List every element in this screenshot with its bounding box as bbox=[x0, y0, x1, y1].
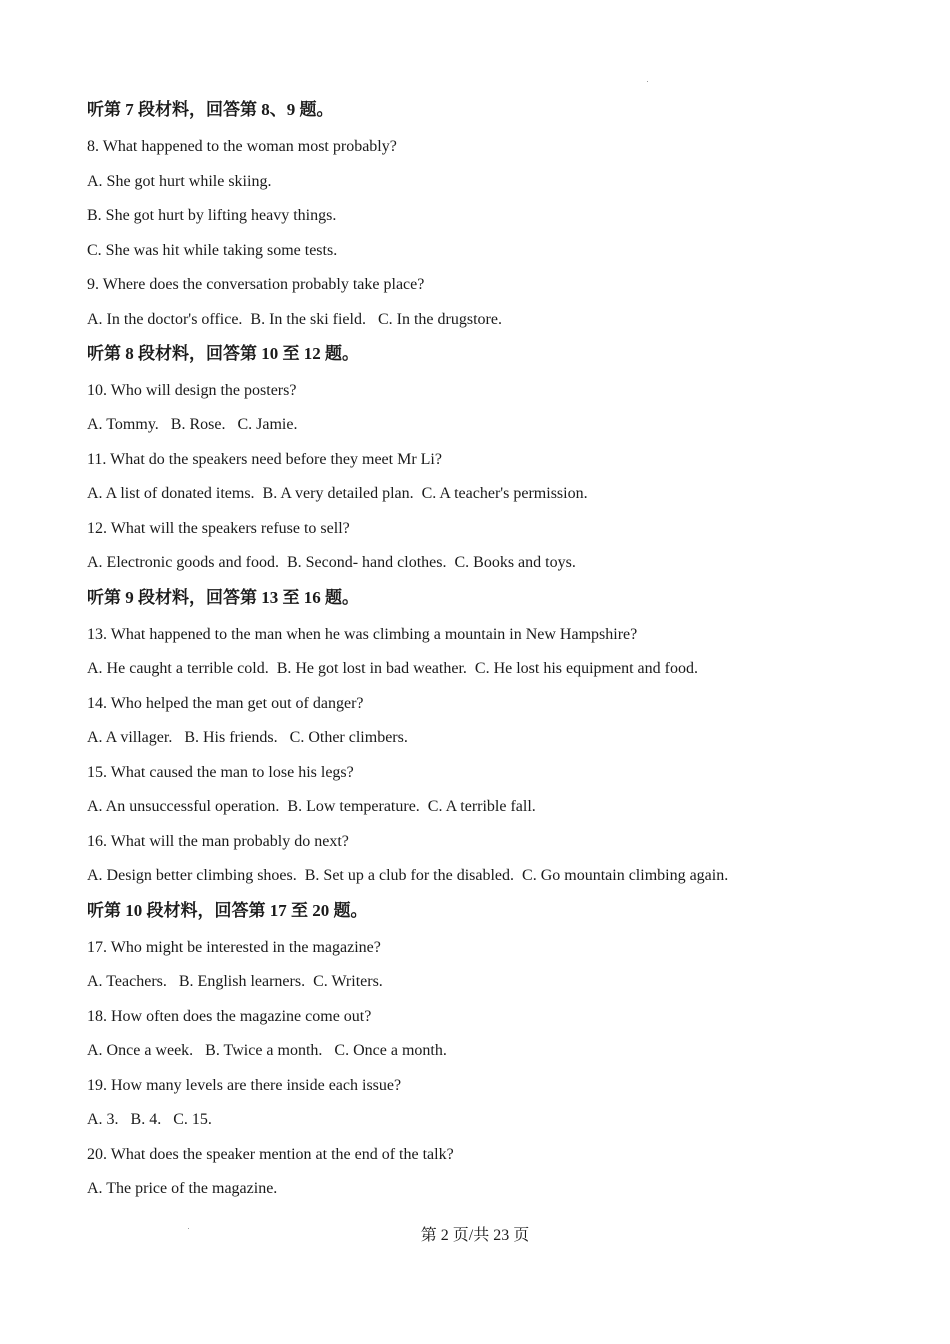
options-18: A. Once a week. B. Twice a month. C. Once a month. bbox=[87, 1042, 447, 1059]
section-heading-9: 听第 9 段材料，回答第 13 至 16 题。 bbox=[87, 588, 359, 607]
question-16: 16. What will the man probably do next? bbox=[87, 833, 349, 850]
question-9: 9. Where does the conversation probably take place? bbox=[87, 276, 425, 293]
options-16: A. Design better climbing shoes. B. Set up a club for the disabled. C. Go mountain climbing again. bbox=[87, 867, 729, 884]
question-19: 19. How many levels are there inside each issue? bbox=[87, 1077, 402, 1094]
options-17: A. Teachers. B. English learners. C. Writers. bbox=[87, 973, 383, 990]
question-18: 18. How often does the magazine come out? bbox=[87, 1008, 372, 1025]
question-15: 15. What caused the man to lose his legs? bbox=[87, 764, 354, 781]
options-13: A. He caught a terrible cold. B. He got lost in bad weather. C. He lost his equipment and food. bbox=[87, 660, 698, 677]
options-15: A. An unsuccessful operation. B. Low temperature. C. A terrible fall. bbox=[87, 798, 536, 815]
question-10: 10. Who will design the posters? bbox=[87, 382, 297, 399]
question-14: 14. Who helped the man get out of danger? bbox=[87, 695, 364, 712]
scan-speck bbox=[647, 81, 648, 82]
section-heading-10: 听第 10 段材料，回答第 17 至 20 题。 bbox=[87, 901, 368, 920]
section-heading-8: 听第 8 段材料，回答第 10 至 12 题。 bbox=[87, 344, 359, 363]
option-line: A. She got hurt while skiing. bbox=[87, 173, 272, 190]
section-heading-7: 听第 7 段材料，回答第 8、9 题。 bbox=[87, 100, 334, 119]
option-line: C. She was hit while taking some tests. bbox=[87, 242, 338, 259]
options-10: A. Tommy. B. Rose. C. Jamie. bbox=[87, 416, 298, 433]
question-12: 12. What will the speakers refuse to sell? bbox=[87, 520, 350, 537]
options-20: A. The price of the magazine. bbox=[87, 1180, 278, 1197]
option-line: B. She got hurt by lifting heavy things. bbox=[87, 207, 337, 224]
options-11: A. A list of donated items. B. A very detailed plan. C. A teacher's permission. bbox=[87, 485, 588, 502]
question-17: 17. Who might be interested in the magazine? bbox=[87, 939, 381, 956]
question-20: 20. What does the speaker mention at the end of the talk? bbox=[87, 1146, 454, 1163]
page-number: 第 2 页/共 23 页 bbox=[420, 1227, 530, 1244]
options-14: A. A villager. B. His friends. C. Other climbers. bbox=[87, 729, 408, 746]
question-13: 13. What happened to the man when he was climbing a mountain in New Hampshire? bbox=[87, 626, 638, 643]
question-11: 11. What do the speakers need before they meet Mr Li? bbox=[87, 451, 442, 468]
options-19: A. 3. B. 4. C. 15. bbox=[87, 1111, 212, 1128]
question-8: 8. What happened to the woman most probably? bbox=[87, 138, 397, 155]
options-12: A. Electronic goods and food. B. Second- hand clothes. C. Books and toys. bbox=[87, 554, 576, 571]
options-9: A. In the doctor's office. B. In the ski field. C. In the drugstore. bbox=[87, 311, 502, 328]
